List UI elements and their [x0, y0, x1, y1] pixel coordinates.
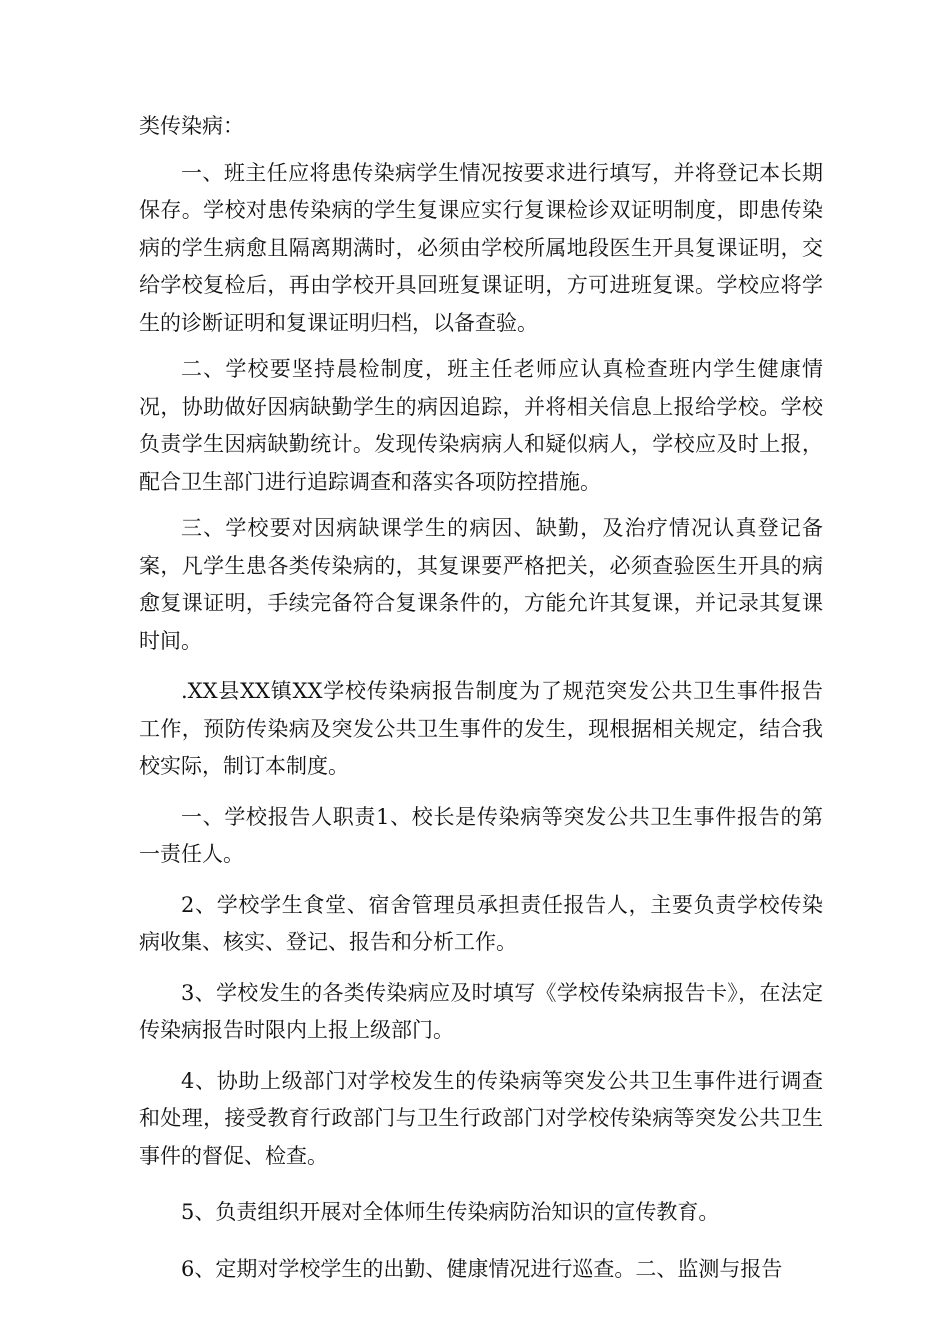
paragraph-reporter-duty-6: 6、定期对学校学生的出勤、健康情况进行巡查。二、监测与报告: [181, 1256, 783, 1281]
paragraph-reporter-duty-2: 2、学校学生食堂、宿舍管理员承担责任报告人，主要负责学校传染病收集、核实、登记、报告和分析工作。: [139, 892, 823, 954]
paragraph-reporter-duty-4: 4、协助上级部门对学校发生的传染病等突发公共卫生事件进行调查和处理，接受教育行政部门与卫生行政部门对学校传染病等突发公共卫生事件的督促、检查。: [139, 1068, 823, 1168]
paragraph-class-teacher-registration: 一、班主任应将患传染病学生情况按要求进行填写，并将登记本长期保存。学校对患传染病的学生复课应实行复课检诊双证明制度，即患传染病的学生病愈且隔离期满时，必须由学校所属地段医生开具复课证明，交给学校复检后，再由学校开具回班复课证明，方可进班复课。学校应将学生的诊断证明和复课证明归档，以备查验。: [139, 160, 823, 335]
paragraph-reporter-duty-3: 3、学校发生的各类传染病应及时填写《学校传染病报告卡》，在法定传染病报告时限内上报上级部门。: [139, 980, 823, 1042]
paragraph-reporter-duty-5: 5、负责组织开展对全体师生传染病防治知识的宣传教育。: [181, 1200, 720, 1224]
paragraph-absence-records: 三、学校要对因病缺课学生的病因、缺勤，及治疗情况认真登记备案，凡学生患各类传染病的，其复课要严格把关，必须查验医生开具的病愈复课证明，手续完备符合复课条件的，方能允许其复课，并记录其复课时间。: [139, 516, 823, 653]
paragraph-morning-check: 二、学校要坚持晨检制度，班主任老师应认真检查班内学生健康情况，协助做好因病缺勤学生的病因追踪，并将相关信息上报给学校。学校负责学生因病缺勤统计。发现传染病病人和疑似病人，学校应及时上报，配合卫生部门进行追踪调查和落实各项防控措施。: [139, 357, 823, 494]
document-body: [139, 108, 823, 1288]
paragraph-reporter-duty-1: 一、学校报告人职责1、校长是传染病等突发公共卫生事件报告的第一责任人。: [139, 804, 823, 866]
paragraph-heading-fragment: 类传染病：: [139, 114, 244, 138]
paragraph-report-system-intro: .XX县XX镇XX学校传染病报告制度为了规范突发公共卫生事件报告工作，预防传染病及突发公共卫生事件的发生，现根据相关规定，结合我校实际，制订本制度。: [139, 679, 823, 778]
